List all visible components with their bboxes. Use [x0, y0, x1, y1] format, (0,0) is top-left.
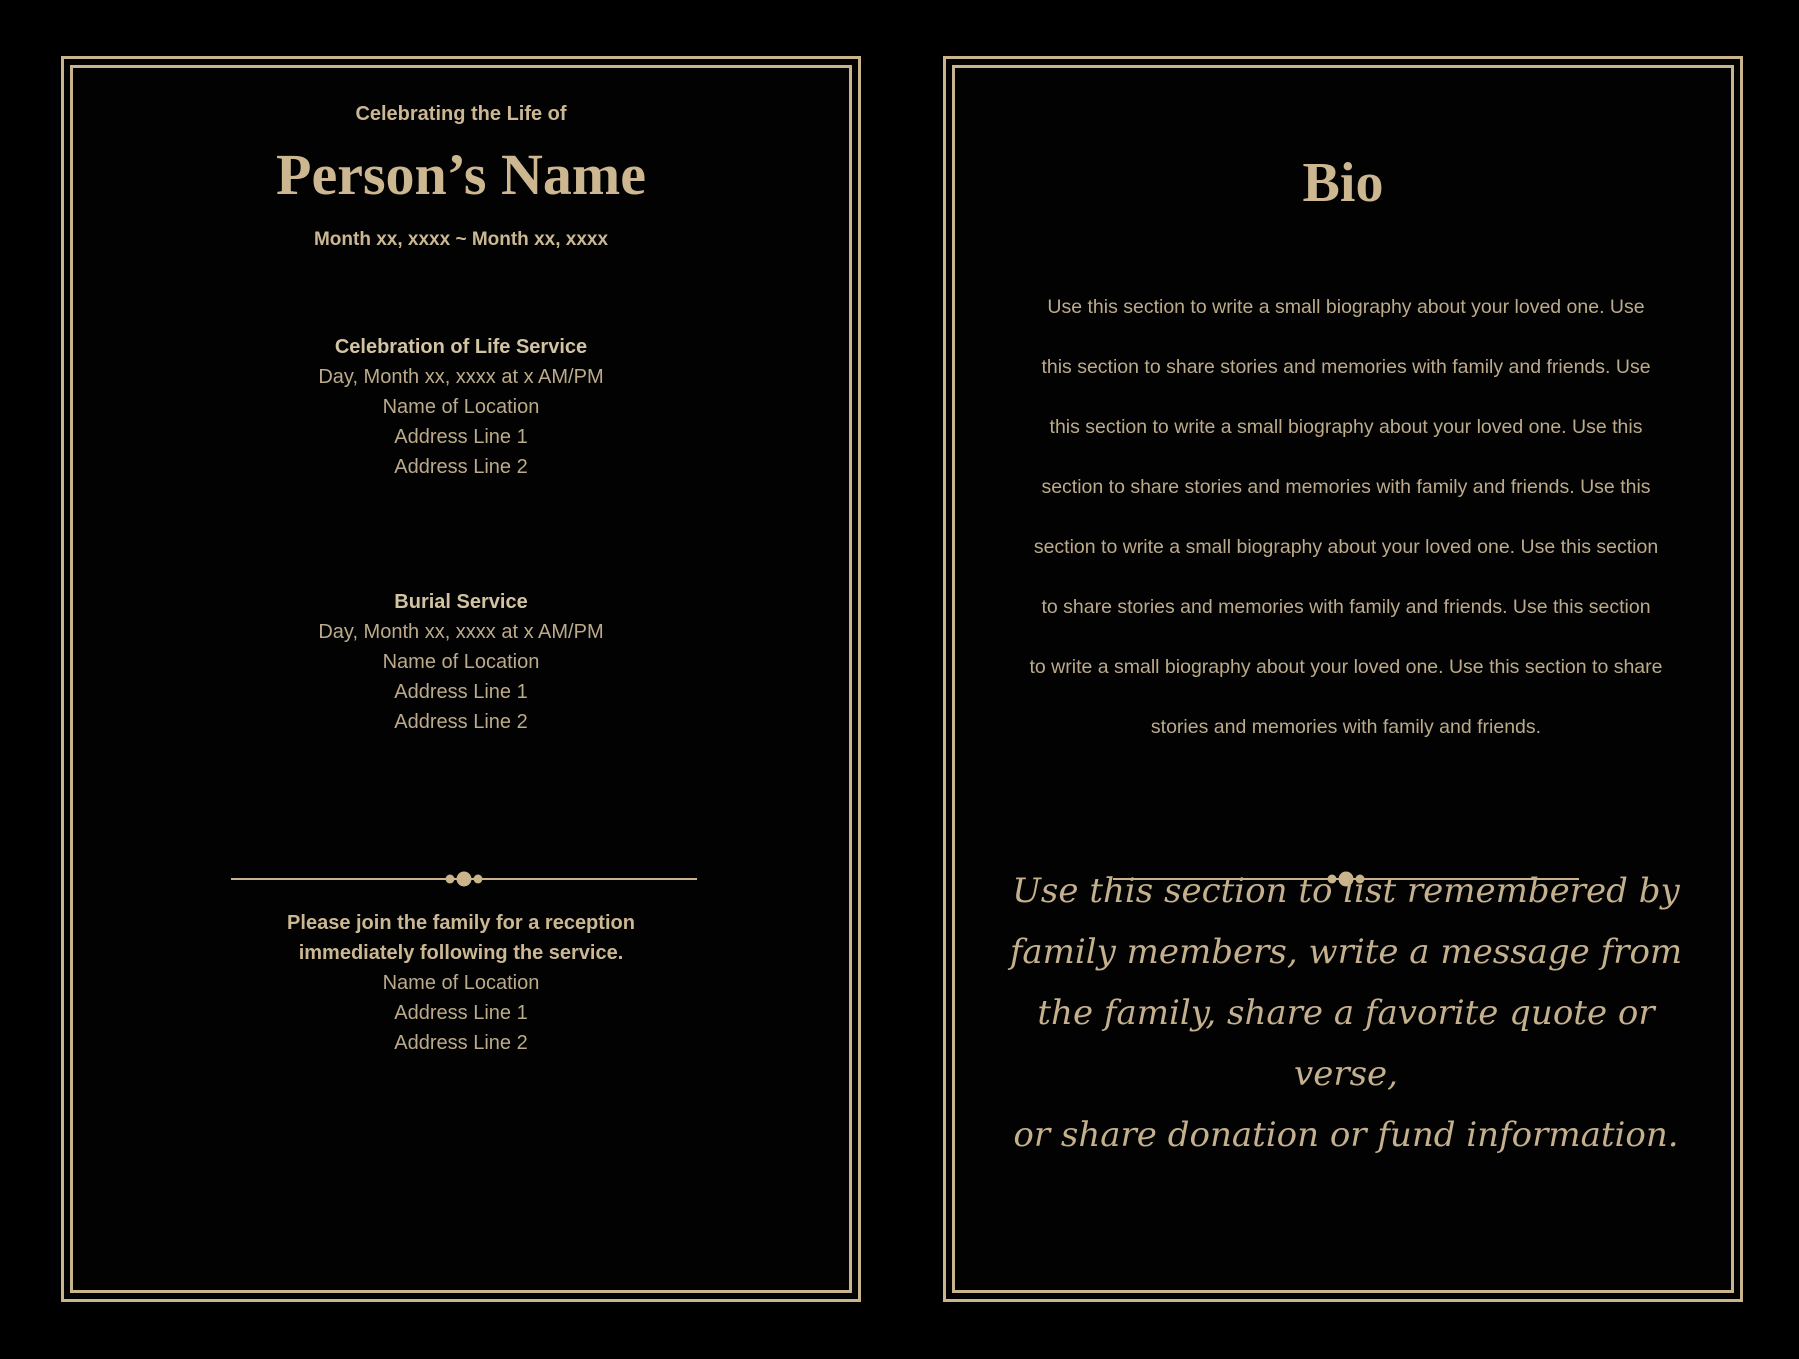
ornament-divider	[231, 869, 697, 889]
bio-line: this section to share stories and memories with family and friends. Use	[1041, 356, 1651, 378]
celebration-location: Name of Location	[382, 396, 540, 418]
reception-location: Name of Location	[382, 972, 540, 994]
reception-address-line-1: Address Line 1	[394, 1002, 528, 1024]
burial-address-line-2: Address Line 2	[394, 711, 528, 733]
program-front-page	[61, 56, 861, 1302]
script-message	[986, 861, 1706, 1166]
celebration-datetime: Day, Month xx, xxxx at x AM/PM	[318, 366, 604, 388]
reception-invite-line-1: Please join the family for a reception	[287, 912, 635, 934]
person-name-title: Person’s Name	[276, 142, 646, 207]
celebration-service-block	[64, 332, 858, 482]
bio-paragraph	[1010, 277, 1682, 757]
burial-service-block	[64, 587, 858, 737]
bio-title: Bio	[1302, 152, 1384, 214]
bio-line: to share stories and memories with family and friends. Use this section	[1041, 596, 1651, 618]
bio-line: Use this section to write a small biography about your loved one. Use	[1047, 296, 1645, 318]
life-dates: Month xx, xxxx ~ Month xx, xxxx	[313, 229, 609, 250]
script-line: the family, share a favorite quote or verse,	[1037, 993, 1655, 1094]
reception-invite-line-2: immediately following the service.	[298, 942, 624, 964]
celebration-address-line-1: Address Line 1	[394, 426, 528, 448]
burial-datetime: Day, Month xx, xxxx at x AM/PM	[318, 621, 604, 643]
reception-address-line-2: Address Line 2	[394, 1032, 528, 1054]
bio-line: section to write a small biography about your loved one. Use this section	[1033, 536, 1659, 558]
burial-location: Name of Location	[382, 651, 540, 673]
bio-line: to write a small biography about your loved one. Use this section to share	[1029, 656, 1663, 678]
bio-line: this section to write a small biography about your loved one. Use this	[1049, 416, 1643, 438]
script-line: Use this section to list remembered by	[1012, 871, 1680, 911]
celebration-address-line-2: Address Line 2	[394, 456, 528, 478]
burial-service-title: Burial Service	[394, 591, 528, 613]
script-line: or share donation or fund information.	[1013, 1115, 1679, 1155]
reception-block	[64, 908, 858, 1058]
program-bio-page	[943, 56, 1743, 1302]
script-line: family members, write a message from	[1009, 932, 1683, 972]
bio-line: section to share stories and memories with family and friends. Use this	[1041, 476, 1651, 498]
celebration-service-title: Celebration of Life Service	[334, 336, 588, 358]
bio-line: stories and memories with family and friends.	[1150, 716, 1542, 738]
burial-address-line-1: Address Line 1	[394, 681, 528, 703]
intro-heading: Celebrating the Life of	[355, 103, 567, 125]
